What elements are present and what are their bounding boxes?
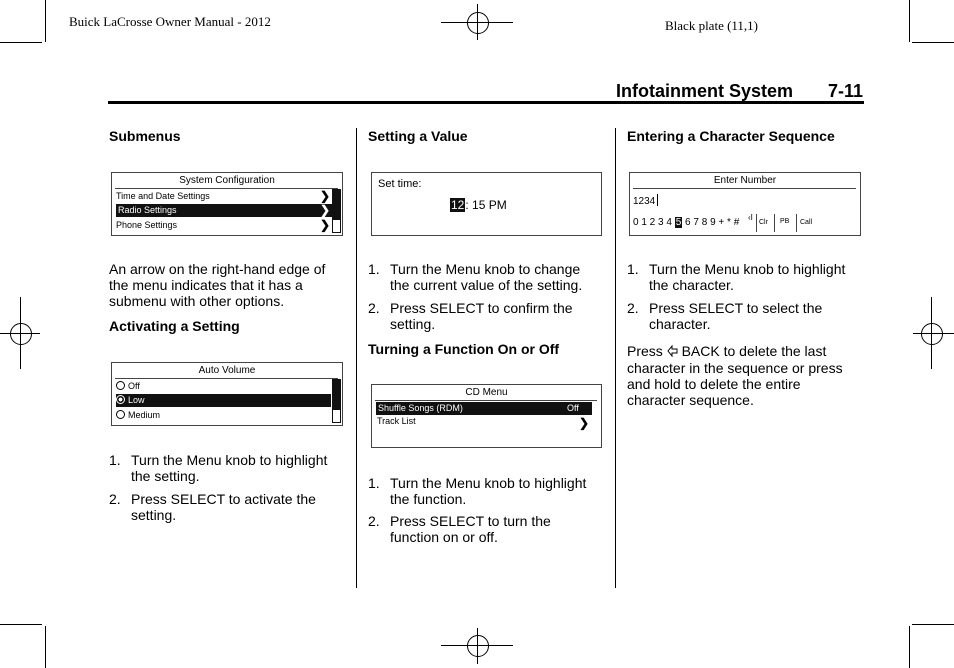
page-number: 7-11 (828, 81, 864, 101)
header-rule (108, 101, 864, 104)
step-item: 1. Turn the Menu knob to highlight the function. (368, 475, 587, 507)
scrollbar-thumb (333, 190, 340, 220)
heading-character-sequence: Entering a Character Sequence (627, 128, 835, 144)
hour-selected: 12 (451, 198, 465, 212)
radio-option-selected: Low (116, 394, 331, 407)
crop-mark (45, 0, 46, 42)
screen-title: Auto Volume (198, 365, 256, 376)
chevron-right-icon: ❯ (320, 218, 331, 232)
scrollbar-thumb (333, 380, 340, 410)
enter-number-screen (629, 172, 861, 236)
step-item: 1. Turn the Menu knob to change the current value of the setting. (368, 261, 583, 293)
submenus-paragraph: An arrow on the right-hand edge of the menu indicates that it has a submenu with other options. (109, 261, 326, 309)
radio-option: Medium (116, 409, 331, 422)
chevron-right-icon: ❯ (320, 203, 331, 217)
set-time-screen (371, 172, 602, 236)
back-arrow-icon (667, 344, 678, 360)
crop-mark (909, 0, 910, 42)
radio-on-icon (116, 395, 125, 404)
column-divider (615, 128, 616, 588)
crop-mark (912, 42, 954, 43)
set-time-label: Set time: (378, 178, 422, 190)
time-value: 12: 15 PM (451, 198, 507, 212)
crop-mark (909, 626, 910, 668)
crop-mark (45, 626, 46, 668)
step-item: 2. Press SELECT to turn the function on or off. (368, 513, 551, 545)
heading-submenus: Submenus (109, 128, 181, 144)
chevron-right-icon: ❯ (579, 416, 590, 430)
section-title: Infotainment System (616, 81, 794, 101)
screen-title: CD Menu (465, 387, 508, 398)
cd-menu-screen (371, 384, 602, 448)
heading-setting-value: Setting a Value (368, 128, 468, 144)
menu-row: Phone Settings (116, 220, 178, 230)
phonebook-button-label: PB (780, 218, 790, 225)
menu-row: Track List (377, 416, 416, 426)
step-item: 1. Turn the Menu knob to highlight the character. (627, 261, 846, 293)
screen-title: Enter Number (713, 175, 777, 186)
step-item: 2. Press SELECT to select the character. (627, 300, 823, 332)
manual-title: Buick LaCrosse Owner Manual - 2012 (69, 14, 271, 29)
toggle-value: Off (567, 403, 579, 413)
heading-activating-setting: Activating a Setting (109, 318, 240, 334)
menu-row-selected: Radio Settings (116, 204, 333, 217)
plate-label: Black plate (11,1) (665, 18, 759, 33)
radio-option: Off (116, 380, 331, 393)
screen-title: System Configuration (179, 175, 275, 186)
menu-row-selected: Shuffle Songs (RDM) (376, 402, 592, 415)
radio-off-icon (116, 410, 125, 419)
back-paragraph: Press BACK to delete the last character in the sequence or press and hold to delete the entire character sequence. (627, 343, 843, 408)
step-item: 2. Press SELECT to confirm the setting. (368, 300, 573, 332)
selected-character: 5 (675, 217, 682, 228)
step-item: 2. Press SELECT to activate the setting. (109, 491, 316, 523)
auto-volume-screen (111, 362, 343, 426)
clear-button-label: Clr (759, 219, 768, 226)
column-divider (356, 128, 357, 588)
system-configuration-screen (111, 172, 343, 236)
crop-mark (912, 624, 954, 625)
chevron-right-icon: ❯ (320, 189, 331, 203)
step-item: 1. Turn the Menu knob to highlight the setting. (109, 452, 328, 484)
call-button-label: Call (800, 219, 813, 226)
crop-mark (0, 624, 42, 625)
radio-off-icon (116, 381, 125, 390)
heading-function-toggle: Turning a Function On or Off (368, 341, 560, 357)
backspace-icon: ‹I (748, 213, 753, 222)
character-row: 0 1 2 3 4 5 6 7 8 9 + * # (633, 217, 740, 228)
menu-row: Time and Date Settings (116, 191, 210, 201)
entry-field: 1234 (633, 194, 658, 207)
crop-mark (0, 42, 42, 43)
